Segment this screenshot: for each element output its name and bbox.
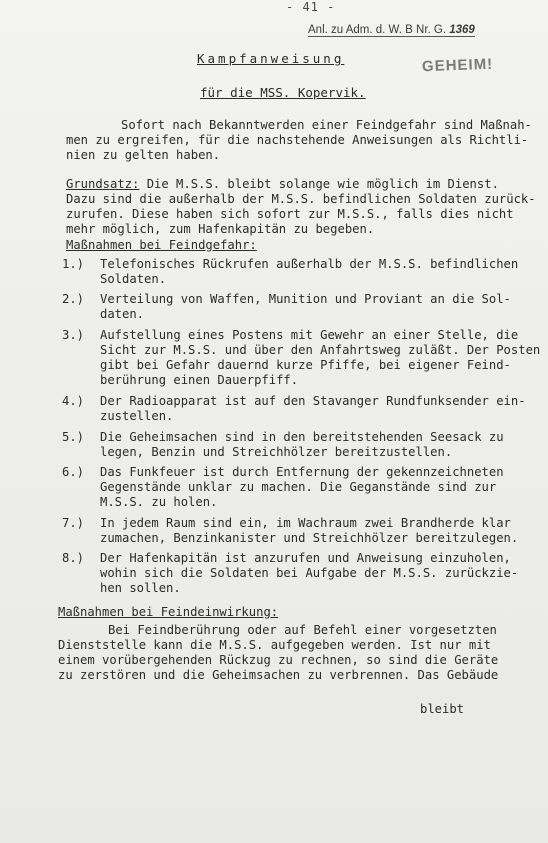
grundsatz-first-line (66, 177, 499, 191)
item-number: 2.) (62, 292, 85, 306)
section2-line: einem vorübergehenden Rückzug zu rechnen, so sind die Geräte (58, 653, 499, 667)
grundsatz-line: mehr möglich, zum Hafenkapitän zu begeben. (66, 222, 375, 236)
item-number: 7.) (62, 516, 85, 530)
reference-stamp (308, 24, 475, 37)
grundsatz-text: Die M.S.S. bleibt solange wie möglich im Dienst. (139, 177, 499, 191)
document-title: Kampfanweisung (197, 51, 345, 66)
page-number: - 41 - (286, 0, 336, 14)
item-line: Das Funkfeuer ist durch Entfernung der gekennzeichneten (100, 465, 504, 479)
item-line: berührung einen Dauerpfiff. (100, 373, 299, 387)
section2-line: Dienststelle kann die M.S.S. aufgegeben werden. Ist nur mit (58, 638, 491, 652)
section-heading-feindeinwirkung: Maßnahmen bei Feindeinwirkung: (58, 605, 279, 619)
grundsatz-label: Grundsatz: (66, 177, 140, 191)
section2-line: Bei Feindberührung oder auf Befehl einer vorgesetzten (108, 623, 497, 637)
item-line: legen, Benzin und Streichhölzer bereitzustellen. (100, 445, 453, 459)
item-line: zustellen. (100, 409, 174, 423)
item-line: Telefonisches Rückrufen außerhalb der M.S.S. befindlichen (100, 257, 519, 271)
item-line: Soldaten. (100, 272, 167, 286)
item-line: Gegenstände unklar zu machen. Die Geganstände sind zur (100, 480, 497, 494)
continuation-word: bleibt (420, 702, 465, 716)
item-number: 3.) (62, 328, 85, 342)
item-line: Sicht zur M.S.S. und über den Anfahrtsweg zuläßt. Der Posten (100, 343, 541, 357)
item-number: 1.) (62, 257, 85, 271)
intro-line: Sofort nach Bekanntwerden einer Feindgefahr sind Maßnah- (121, 118, 532, 132)
item-line: In jedem Raum sind ein, im Wachraum zwei Brandherde klar (100, 516, 511, 530)
document-subtitle: für die MSS. Kopervik. (200, 85, 366, 100)
grundsatz-line: zurufen. Diese haben sich sofort zur M.S.S., falls dies nicht (66, 207, 514, 221)
section-heading-feindgefahr: Maßnahmen bei Feindgefahr: (66, 238, 257, 252)
stamp-number: 1369 (449, 24, 475, 36)
item-line: Der Hafenkapitän ist anzurufen und Anweisung einzuholen, (100, 551, 511, 565)
item-number: 6.) (62, 465, 85, 479)
intro-line: nien zu gelten haben. (66, 148, 221, 162)
item-line: Die Geheimsachen sind in den bereitstehenden Seesack zu (100, 430, 504, 444)
stamp-prefix: Anl. zu Adm. d. W. B Nr. G. (308, 24, 447, 36)
item-line: M.S.S. zu holen. (100, 495, 218, 509)
item-line: zumachen, Benzinkanister und Streichhölzer bereitzulegen. (100, 531, 519, 545)
item-number: 4.) (62, 394, 85, 408)
item-line: Aufstellung eines Postens mit Gewehr an einer Stelle, die (100, 328, 519, 342)
item-number: 5.) (62, 430, 85, 444)
secret-stamp: GEHEIM! (421, 55, 494, 76)
item-line: Der Radioapparat ist auf den Stavanger Rundfunksender ein- (100, 394, 526, 408)
grundsatz-line: Dazu sind die außerhalb der M.S.S. befindlichen Soldaten zurück- (66, 192, 536, 206)
item-line: hen sollen. (100, 581, 181, 595)
item-line: wohin sich die Soldaten bei Aufgabe der M.S.S. zurückzie- (100, 566, 519, 580)
item-line: daten. (100, 307, 145, 321)
section2-line: zu zerstören und die Geheimsachen zu verbrennen. Das Gebäude (58, 668, 499, 682)
item-number: 8.) (62, 551, 85, 565)
item-line: Verteilung von Waffen, Munition und Proviant an die Sol- (100, 292, 511, 306)
intro-line: men zu ergreifen, für die nachstehende Anweisungen als Richtli- (66, 133, 529, 147)
item-line: gibt bei Gefahr dauernd kurze Pfiffe, bei eigener Feind- (100, 358, 511, 372)
